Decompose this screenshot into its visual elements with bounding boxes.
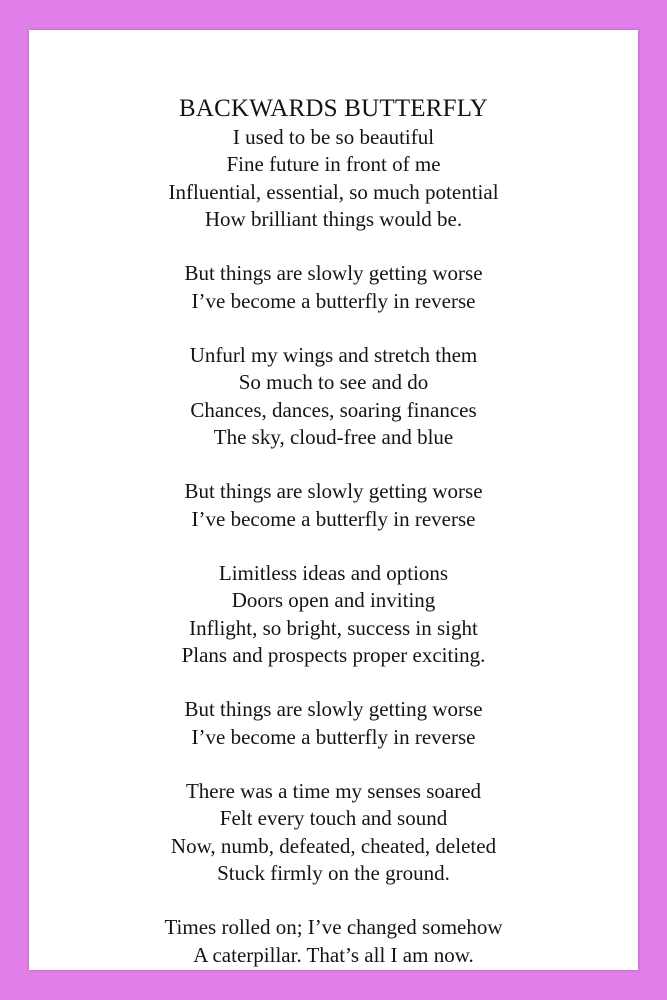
- poem-line: Inflight, so bright, success in sight: [189, 615, 478, 640]
- poem: [29, 94, 638, 969]
- poem-line: So much to see and do: [238, 370, 429, 395]
- poem-line: I used to be so beautiful: [232, 125, 435, 149]
- poem-line: Now, numb, defeated, cheated, deleted: [170, 833, 497, 858]
- poem-line: There was a time my senses soared: [185, 779, 482, 803]
- poem-line: But things are slowly getting worse: [184, 261, 483, 286]
- poem-line: Felt every touch and sound: [219, 806, 448, 831]
- poem-page: [29, 30, 638, 970]
- poem-line: The sky, cloud-free and blue: [213, 424, 454, 449]
- stanza-break: [29, 233, 638, 260]
- poem-line: Chances, dances, soaring finances: [190, 397, 477, 422]
- stanza-break: [29, 669, 638, 696]
- poem-line: Fine future in front of me: [226, 152, 441, 177]
- poem-line: I’ve become a butterfly in reverse: [191, 288, 476, 313]
- poem-title: BACKWARDS BUTTERFLY: [179, 95, 488, 122]
- poem-line: I’ve become a butterfly in reverse: [191, 506, 476, 531]
- stanza-break: [29, 751, 638, 778]
- stanza-break: [29, 315, 638, 342]
- poem-line: Influential, essential, so much potential: [168, 179, 499, 204]
- poem-line: Unfurl my wings and stretch them: [189, 343, 478, 367]
- stanza-break: [29, 533, 638, 560]
- poem-line: But things are slowly getting worse: [184, 479, 483, 504]
- poem-line: Stuck firmly on the ground.: [217, 860, 450, 885]
- stanza-break: [29, 451, 638, 478]
- poem-line: I’ve become a butterfly in reverse: [191, 724, 476, 749]
- poem-line: Times rolled on; I’ve changed somehow: [164, 915, 503, 940]
- poem-line: Limitless ideas and options: [218, 561, 449, 585]
- poem-line: How brilliant things would be.: [204, 206, 463, 231]
- stanza-break: [29, 887, 638, 914]
- poem-line: Plans and prospects proper exciting.: [181, 642, 486, 667]
- poem-line: Doors open and inviting: [231, 588, 436, 613]
- poem-line: But things are slowly getting worse: [184, 697, 483, 722]
- poem-line: A caterpillar. That’s all I am now.: [193, 942, 474, 967]
